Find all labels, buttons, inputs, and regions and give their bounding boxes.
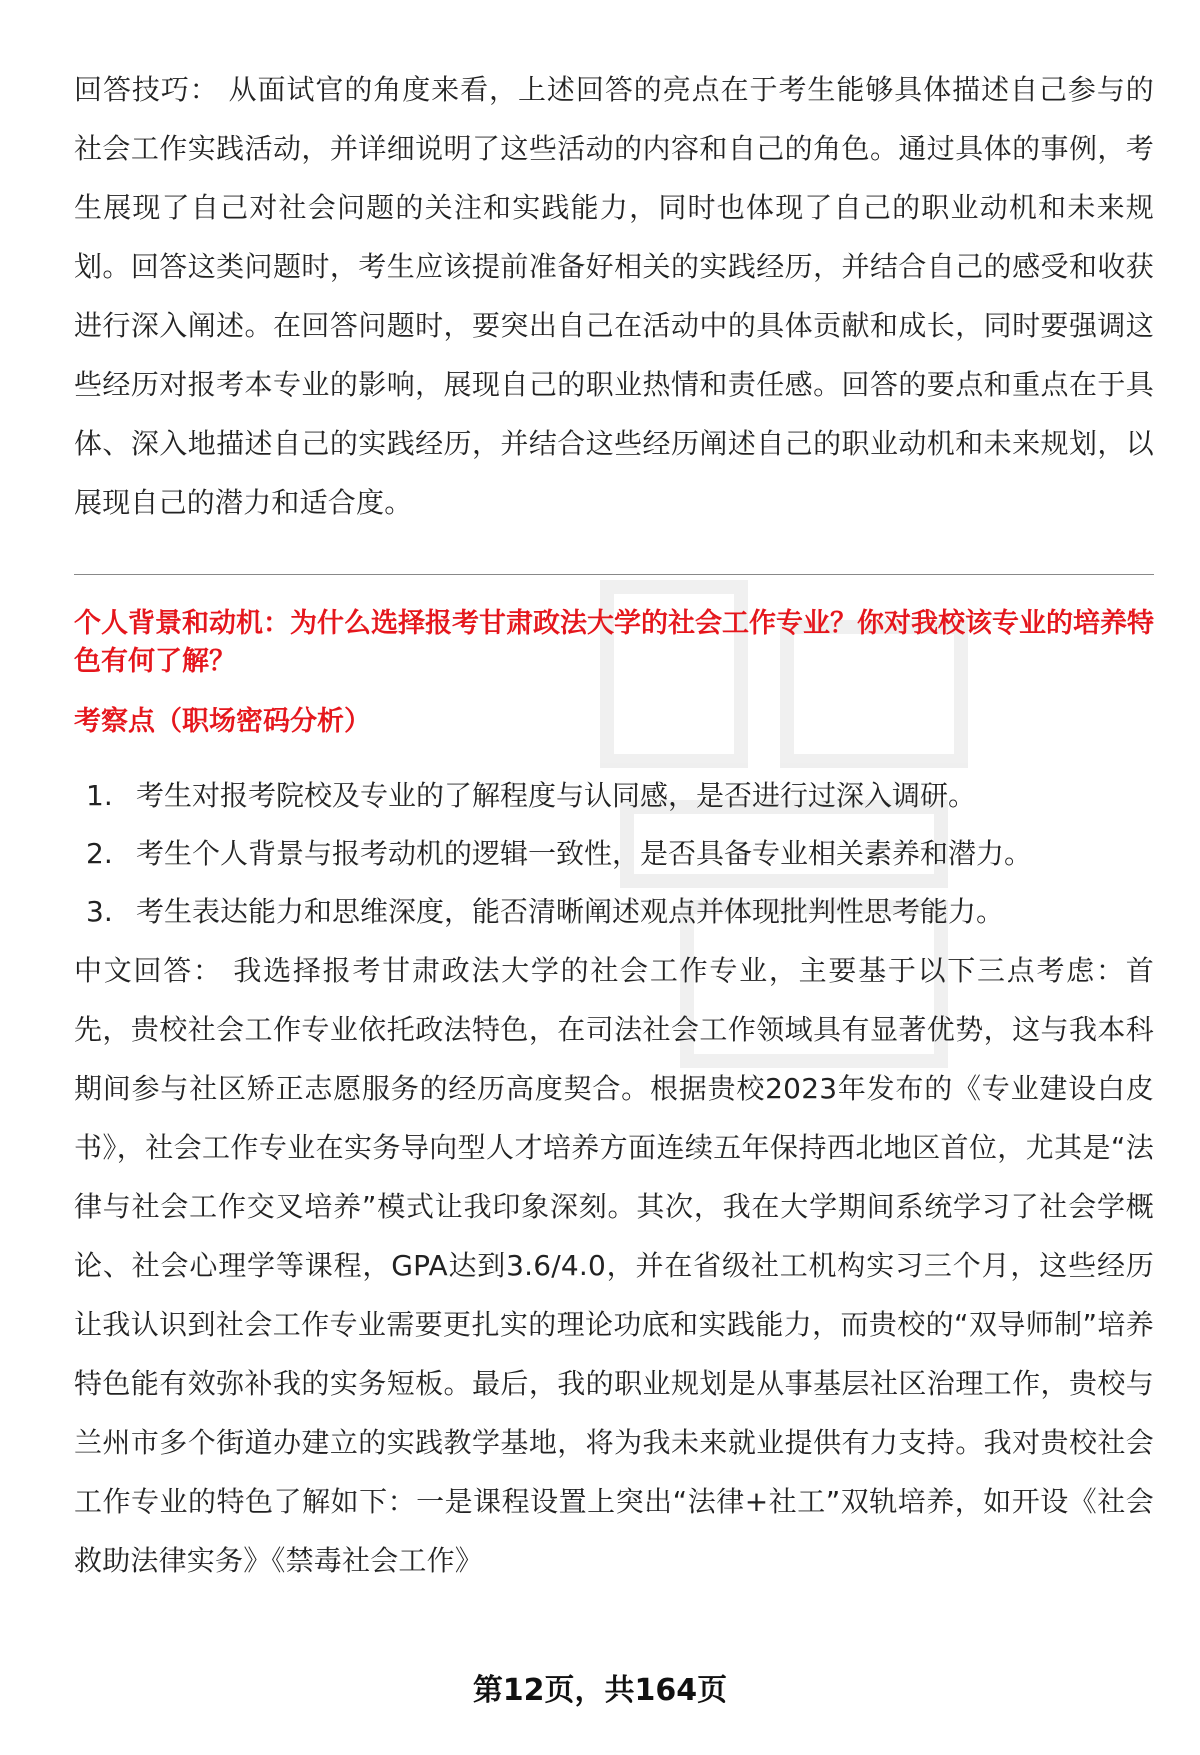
list-item [74, 825, 1154, 883]
question-subtitle: 考察点（职场密码分析） [74, 706, 371, 737]
list-item-number: 2. [86, 837, 113, 870]
list-item [74, 767, 1154, 825]
question-title: 个人背景和动机：为什么选择报考甘肃政法大学的社会工作专业？你对我校该专业的培养特色有何了解？ [74, 608, 1154, 677]
list-item-text: 考生表达能力和思维深度，能否清晰阐述观点并体现批判性思考能力。 [136, 895, 1005, 928]
chinese-answer-paragraph: 中文回答： 我选择报考甘肃政法大学的社会工作专业，主要基于以下三点考虑：首先，贵校社会工作专业依托政法特色，在司法社会工作领域具有显著优势，这与我本科期间参与社区矫正志愿服务的经历高度契合。根据贵校2023年发布的《专业建设白皮书》，社会工作专业在实务导向型人才培养方面连续五年保持西北地区首位，尤其是“法律与社会工作交叉培养”模式让我印象深刻。其次，我在大学期间系统学习了社会学概论、社会心理学等课程，GPA达到3.6/4.0，并在省级社工机构实习三个月，这些经历让我认识到社会工作专业需要更扎实的理论功底和实践能力，而贵校的“双导师制”培养特色能有效弥补我的实务短板。最后，我的职业规划是从事基层社区治理工作，贵校与兰州市多个街道办建立的实践教学基地，将为我未来就业提供有力支持。我对贵校社会工作专业的特色了解如下：一是课程设置上突出“法律+社工”双轨培养，如开设《社会救助法律实务》《禁毒社会工作》 [74, 954, 1154, 1577]
document-page [74, 60, 1154, 1590]
list-item-text: 考生个人背景与报考动机的逻辑一致性，是否具备专业相关素养和潜力。 [136, 837, 1033, 870]
assessment-points-list [74, 767, 1154, 941]
list-item-number: 1. [86, 779, 113, 812]
list-item-number: 3. [86, 895, 113, 928]
list-item [74, 883, 1154, 941]
answer-tip-paragraph: 回答技巧： 从面试官的角度来看，上述回答的亮点在于考生能够具体描述自己参与的社会工作实践活动，并详细说明了这些活动的内容和自己的角色。通过具体的事例，考生展现了自己对社会问题的关注和实践能力，同时也体现了自己的职业动机和未来规划。回答这类问题时，考生应该提前准备好相关的实践经历，并结合自己的感受和收获进行深入阐述。在回答问题时，要突出自己在活动中的具体贡献和成长，同时要强调这些经历对报考本专业的影响，展现自己的职业热情和责任感。回答的要点和重点在于具体、深入地描述自己的实践经历，并结合这些经历阐述自己的职业动机和未来规划，以展现自己的潜力和适合度。 [74, 73, 1154, 519]
page-number-footer: 第12页，共164页 [472, 1673, 728, 1708]
list-item-text: 考生对报考院校及专业的了解程度与认同感，是否进行过深入调研。 [136, 779, 977, 812]
section-divider [74, 574, 1154, 575]
